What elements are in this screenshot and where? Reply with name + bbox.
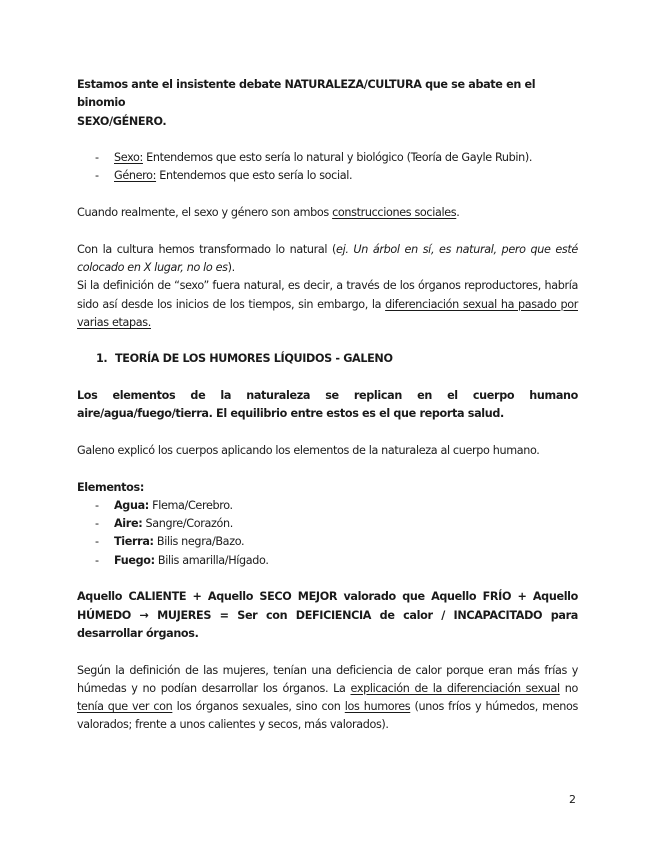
definitions-list <box>77 149 578 186</box>
document-page <box>77 76 578 735</box>
list-item <box>77 149 578 167</box>
culture-example: ej. Un árbol en sí, es natural, pero que esté colocado en X lugar, no lo es <box>77 242 578 274</box>
element-name: Aire: <box>114 517 143 531</box>
section-heading <box>77 350 578 368</box>
women-paragraph: Según la definición de las mujeres, tenían una deficiencia de calor porque eran más frías y húmedas y no podían desarrollar los órganos. La explicación de la diferenciación sexual no tenía que ver con los órganos sexuales, sino con los humores (unos fríos y húmedos, menos valorados; frente a unos calientes y secos, más valorados). <box>77 663 578 732</box>
element-name: Agua: <box>114 498 149 512</box>
sex-definition-paragraph: Si la definición de “sexo” fuera natural, es decir, a través de los órganos reproductores, habría sido así desde los inicios de los tiempos, sin embargo, la diferenciación sexual ha pasado por varias etapas. <box>77 279 578 329</box>
section-number: 1. <box>96 352 108 366</box>
intro-line-2: SEXO/GÉNERO. <box>77 114 167 128</box>
women-highlight-2: tenía que ver con <box>77 700 173 714</box>
element-name: Tierra: <box>114 535 154 549</box>
elements-list <box>77 497 578 570</box>
page-number: 2 <box>569 793 576 806</box>
list-item <box>77 552 578 570</box>
construct-paragraph: Cuando realmente, el sexo y género son ambos construcciones sociales. <box>77 206 460 220</box>
element-name: Fuego: <box>114 553 155 567</box>
galeno-paragraph: Galeno explicó los cuerpos aplicando los elementos de la naturaleza al cuerpo humano. <box>77 443 540 457</box>
definition-term: Sexo: <box>114 151 143 165</box>
intro-line-1: Estamos ante el insistente debate NATURALEZA/CULTURA que se abate en el binomio <box>77 78 536 110</box>
culture-paragraph: Con la cultura hemos transformado lo natural (ej. Un árbol en sí, es natural, pero que esté colocado en X lugar, no lo es). <box>77 242 578 274</box>
definition-text: Entendemos que esto sería lo social. <box>156 169 353 183</box>
valuation-paragraph: Aquello CALIENTE + Aquello SECO MEJOR valorado que Aquello FRÍO + Aquello HÚMEDO → MUJERES = Ser con DEFICIENCIA de calor / INCAPACITADO para desarrollar órganos. <box>77 590 578 640</box>
element-value: Bilis amarilla/Hígado. <box>154 553 269 567</box>
element-value: Bilis negra/Bazo. <box>153 535 245 549</box>
element-value: Flema/Cerebro. <box>148 498 233 512</box>
elements-title: Elementos: <box>77 480 144 494</box>
elements-claim: Los elementos de la naturaleza se replican en el cuerpo humano aire/agua/fuego/tierra. El equilibrio entre estos es el que reporta salud. <box>77 389 578 421</box>
definition-text: Entendemos que esto sería lo natural y biológico (Teoría de Gayle Rubin). <box>142 151 533 165</box>
section-title: TEORÍA DE LOS HUMORES LÍQUIDOS - GALENO <box>115 352 393 366</box>
list-item <box>77 167 578 185</box>
element-value: Sangre/Corazón. <box>142 517 233 531</box>
list-item <box>77 497 578 515</box>
sex-definition-highlight: diferenciación sexual ha pasado por varias etapas. <box>77 297 578 329</box>
intro-paragraph <box>77 76 578 131</box>
definition-term: Género: <box>114 169 157 183</box>
list-item <box>77 515 578 533</box>
women-highlight-1: explicación de la diferenciación sexual <box>350 681 560 695</box>
construct-highlight: construcciones sociales <box>332 206 457 220</box>
list-item <box>77 533 578 551</box>
women-highlight-3: los humores <box>344 700 411 714</box>
